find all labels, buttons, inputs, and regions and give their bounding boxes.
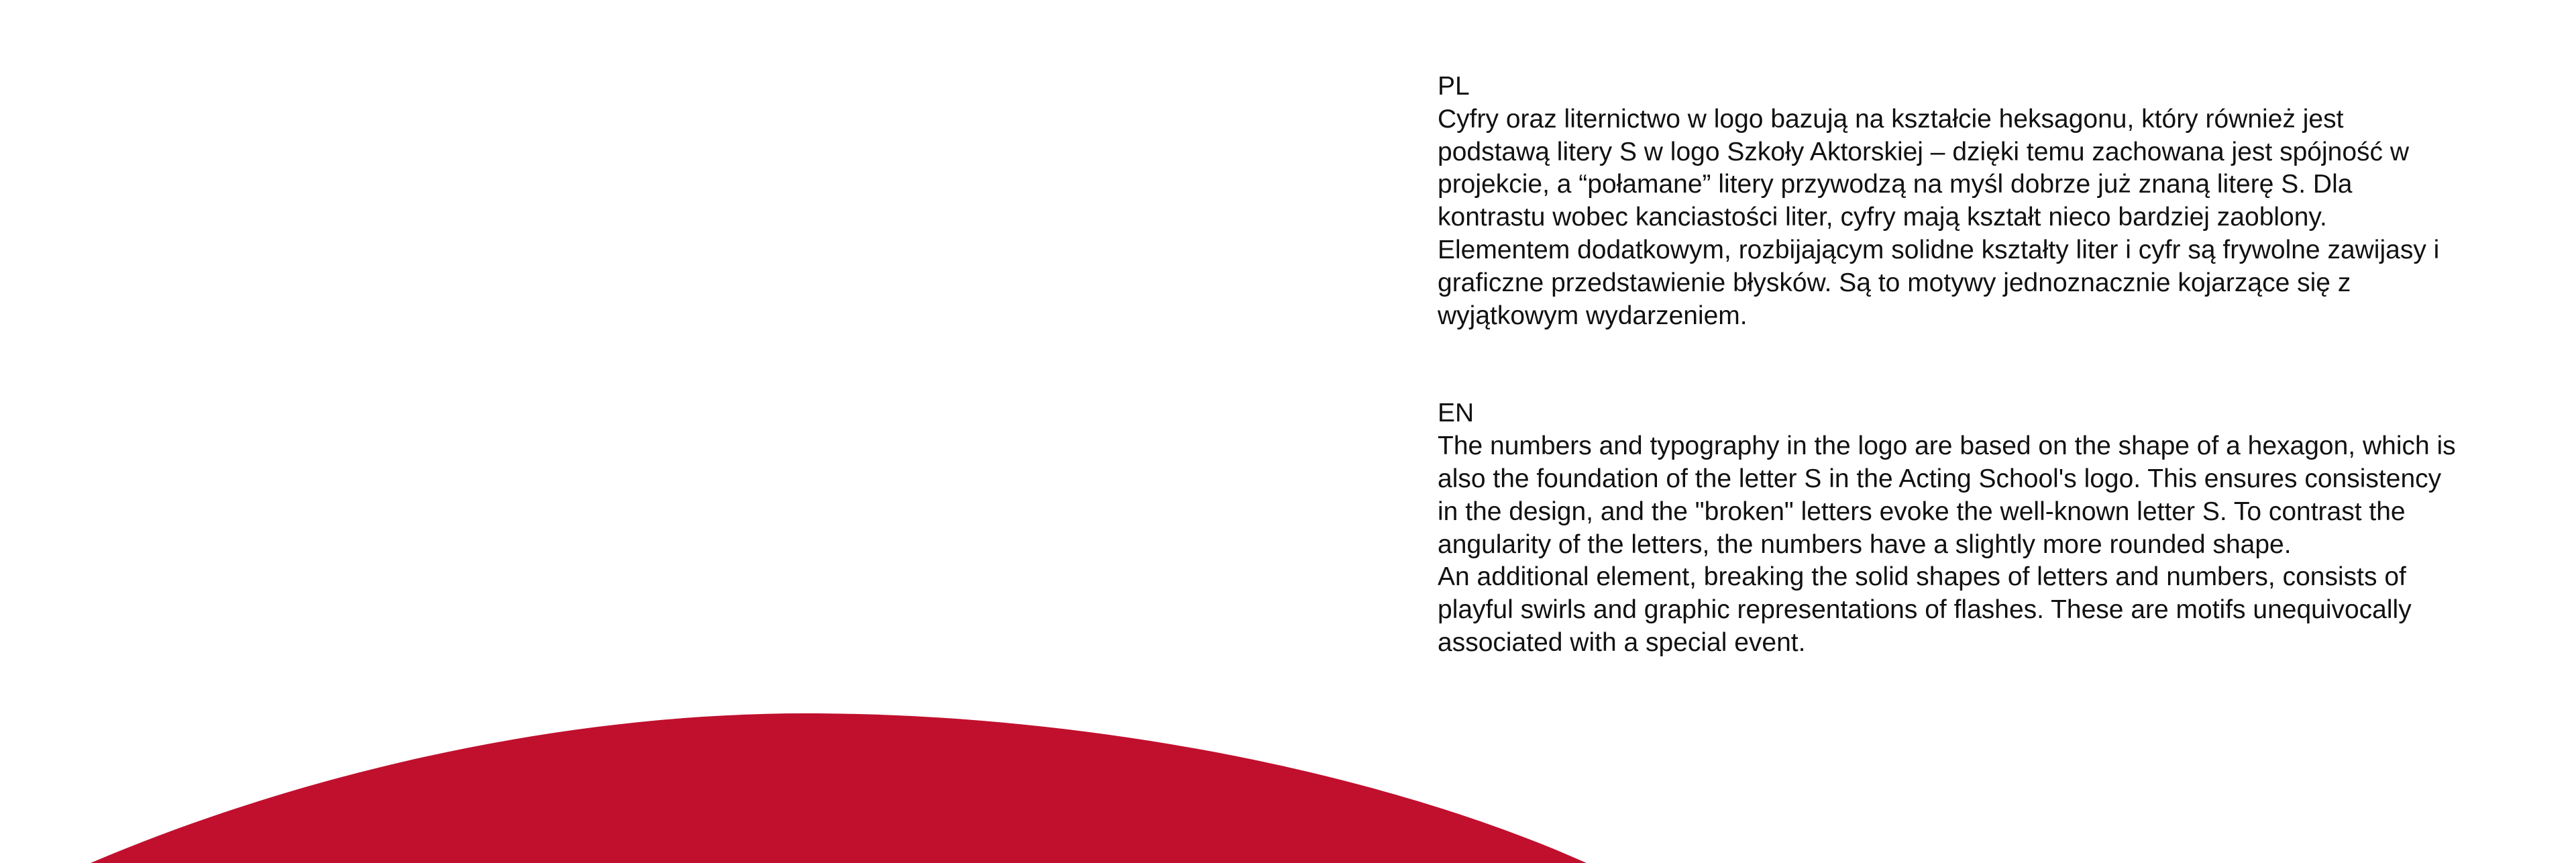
polish-paragraph-1: Cyfry oraz liternictwo w logo bazują na kształcie heksagonu, który również jest podstawą litery S w logo Szkoły Aktorskiej – dzięki temu zachowana jest spójność w projekcie, a “połamane” litery przywodzą na myśl dobrze już znaną literę S. Dla kontrastu wobec kanciastości liter, cyfry mają kształt nieco bardziej zaoblony. (1438, 104, 2410, 232)
english-section (1438, 397, 2457, 659)
english-paragraph-1: The numbers and typography in the logo are based on the shape of a hexagon, which is also the foundation of the letter S in the Acting School's logo. This ensures consistency in the design, and the "broken" letters evoke the well-known letter S. To contrast the angularity of the letters, the numbers have a slightly more rounded shape. (1438, 432, 2456, 559)
red-arc-path (91, 713, 1587, 863)
english-heading: EN (1438, 399, 1474, 428)
polish-heading: PL (1438, 72, 1470, 101)
polish-paragraph-2: Elementem dodatkowym, rozbijającym solidne kształty liter i cyfr są frywolne zawijasy i graficzne przedstawienie błysków. Są to motywy jednoznacznie kojarzące się z wyjątkowym wydarzeniem. (1438, 235, 2440, 330)
polish-section (1438, 70, 2457, 332)
english-paragraph-2: An additional element, breaking the solid shapes of letters and numbers, consists of playful swirls and graphic representations of flashes. These are motifs unequivocally associated with a special event. (1438, 562, 2412, 657)
description-text-column (1438, 70, 2457, 660)
